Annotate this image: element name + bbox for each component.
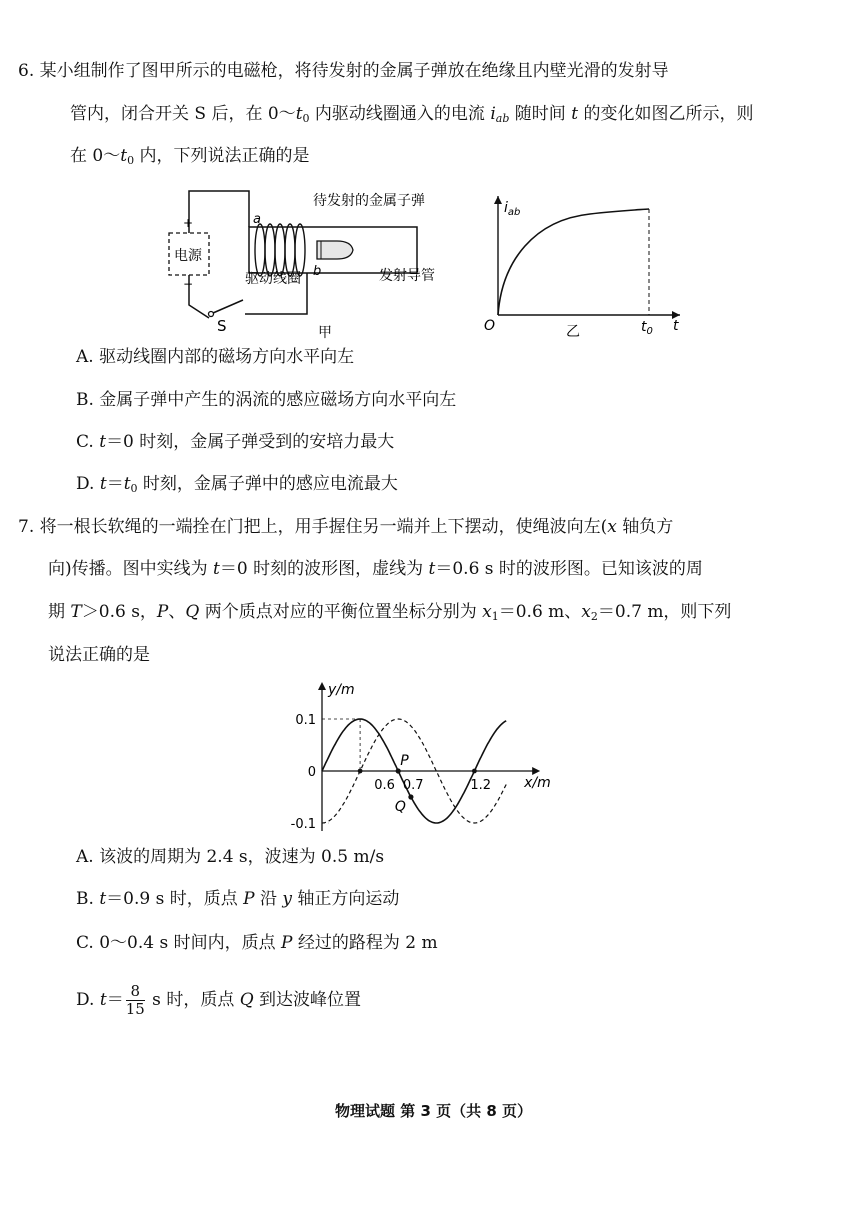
q7-stem-text: ＝0 时刻的波形图，虚线为 bbox=[219, 559, 429, 579]
x-axis-label: x/m bbox=[524, 775, 551, 791]
var-P: P bbox=[156, 602, 169, 622]
option-text: ＝ bbox=[106, 474, 124, 494]
q6-option-d bbox=[76, 473, 398, 500]
q6-stem-text: 管内，闭合开关 S 后，在 0～ bbox=[70, 104, 296, 124]
y-tick-label: 0.1 bbox=[295, 713, 316, 728]
option-text: 经过的路程为 2 m bbox=[292, 933, 438, 953]
option-text: D. bbox=[76, 474, 100, 494]
option-text: B. bbox=[76, 889, 100, 909]
axis-dot bbox=[472, 769, 477, 774]
particle-Q bbox=[408, 794, 413, 799]
fraction-denominator: 15 bbox=[125, 1000, 145, 1018]
var-y: y bbox=[282, 889, 293, 909]
q6-stem-text: 6. 某小组制作了图甲所示的电磁枪，将待发射的金属子弹放在绝缘且内壁光滑的发射导 bbox=[18, 61, 669, 81]
bullet-label: 待发射的金属子弹 bbox=[313, 193, 425, 209]
q6-option-a bbox=[76, 346, 354, 368]
x-tick-label: 0.7 bbox=[402, 778, 424, 793]
q7-stem-text: 、 bbox=[168, 602, 186, 622]
var-x: x bbox=[581, 602, 591, 622]
var-i: i bbox=[490, 104, 496, 124]
coil-label: 驱动线圈 bbox=[245, 271, 301, 287]
metal-bullet bbox=[317, 241, 353, 259]
q6-stem-text: 在 0～ bbox=[70, 146, 121, 166]
subscript: 2 bbox=[590, 610, 598, 623]
option-text: C. 0～0.4 s 时间内，质点 bbox=[76, 933, 281, 953]
q7-stem-text: ＝0.6 s 时的波形图。已知该波的周 bbox=[435, 559, 703, 579]
wire-top bbox=[189, 191, 249, 233]
var-t: t bbox=[295, 104, 303, 124]
q6-stem-text: 内，下列说法正确的是 bbox=[134, 146, 310, 166]
option-text: A. 驱动线圈内部的磁场方向水平向左 bbox=[76, 347, 355, 367]
axis-dot bbox=[358, 769, 363, 774]
subscript: ab bbox=[495, 112, 510, 125]
var-t: t bbox=[99, 889, 107, 909]
var-t: t bbox=[571, 104, 579, 124]
var-t: t bbox=[99, 474, 107, 494]
wave-graph bbox=[290, 680, 580, 840]
q6-stem-line3 bbox=[70, 145, 309, 172]
y-tick-label: -0.1 bbox=[290, 817, 316, 832]
var-x: x bbox=[607, 517, 617, 537]
figure-caption-jia: 甲 bbox=[318, 325, 332, 341]
var-P: P bbox=[243, 889, 255, 909]
terminal-a-label: a bbox=[253, 212, 261, 227]
q7-stem-line2 bbox=[48, 558, 703, 580]
particle-P bbox=[396, 768, 401, 773]
var-t: t bbox=[428, 559, 436, 579]
particle-label-Q: Q bbox=[394, 799, 406, 815]
q7-stem-text: 向)传播。图中实线为 bbox=[48, 559, 214, 579]
q6-stem-text: 随时间 bbox=[509, 104, 572, 124]
q6-stem-line2 bbox=[70, 103, 753, 130]
var-t: t bbox=[213, 559, 220, 579]
q7-stem-text: 轴负方 bbox=[616, 517, 674, 537]
figure-caption-yi: 乙 bbox=[566, 324, 580, 340]
fraction-numerator: 8 bbox=[126, 983, 145, 1001]
var-P: P bbox=[281, 933, 293, 953]
particle-label-P: P bbox=[400, 753, 409, 769]
y-axis-arrow bbox=[318, 682, 326, 690]
var-t: t bbox=[99, 990, 107, 1010]
option-text: 到达波峰位置 bbox=[253, 990, 362, 1010]
q7-stem-text: 期 bbox=[48, 602, 71, 622]
option-text: s 时，质点 bbox=[146, 990, 240, 1010]
q7-stem-line4 bbox=[48, 644, 150, 666]
var-T: T bbox=[70, 602, 82, 622]
option-text: ＝ bbox=[106, 990, 124, 1010]
q7-stem-text: 两个质点对应的平衡位置坐标分别为 bbox=[199, 602, 483, 622]
power-source-label: 电源 bbox=[174, 248, 202, 264]
q6-stem-text: 的变化如图乙所示，则 bbox=[578, 104, 754, 124]
tube-label: 发射导管 bbox=[379, 268, 435, 284]
option-text: ＝0.9 s 时，质点 bbox=[106, 889, 244, 909]
subscript: 0 bbox=[130, 482, 138, 495]
option-text: ＝0 时刻，金属子弹受到的安培力最大 bbox=[106, 432, 395, 452]
drive-coil bbox=[255, 224, 305, 276]
q7-stem-text: ＝0.6 m、 bbox=[498, 602, 582, 622]
y-axis-label: y/m bbox=[328, 682, 355, 698]
t0-tick-label: $t_0$ bbox=[641, 319, 653, 337]
var-t: t bbox=[123, 474, 131, 494]
q6-option-b bbox=[76, 389, 456, 411]
q7-option-b bbox=[76, 888, 399, 910]
origin-label: O bbox=[484, 318, 496, 334]
terminal-b-label: b bbox=[313, 264, 322, 279]
q7-stem-text: ＞0.6 s， bbox=[81, 602, 157, 622]
y-axis-label: $i_{ab}$ bbox=[504, 200, 521, 218]
q7-stem-line1 bbox=[18, 516, 673, 538]
page-footer: 物理试题 第 3 页（共 8 页） bbox=[335, 1102, 532, 1120]
subscript: 0 bbox=[302, 112, 310, 125]
option-text: A. 该波的周期为 2.4 s，波速为 0.5 m/s bbox=[76, 847, 385, 867]
minus-sign: − bbox=[183, 277, 194, 291]
subscript: 1 bbox=[491, 610, 499, 623]
var-Q: Q bbox=[185, 602, 200, 622]
x-axis-arrow bbox=[532, 767, 540, 775]
switch-terminal bbox=[209, 312, 214, 317]
subscript: 0 bbox=[127, 154, 135, 167]
option-text: D. bbox=[76, 990, 100, 1010]
q7-option-c bbox=[76, 932, 438, 954]
option-text: 轴正方向运动 bbox=[292, 889, 400, 909]
q7-stem-text: ＝0.7 m，则下列 bbox=[597, 602, 732, 622]
option-text: C. bbox=[76, 432, 100, 452]
q7-option-a bbox=[76, 846, 384, 868]
var-x: x bbox=[482, 602, 492, 622]
q7-stem-text: 说法正确的是 bbox=[48, 645, 150, 665]
figure-yi-current-time-graph bbox=[480, 190, 690, 345]
y-axis-arrow bbox=[494, 196, 502, 204]
q6-stem-line1 bbox=[18, 60, 669, 82]
q7-option-d bbox=[76, 980, 361, 1020]
option-text: 沿 bbox=[254, 889, 283, 909]
y-tick-label: 0 bbox=[307, 765, 316, 780]
switch-label: S bbox=[217, 317, 227, 335]
var-Q: Q bbox=[239, 990, 254, 1010]
current-curve bbox=[498, 209, 649, 315]
q6-stem-text: 内驱动线圈通入的电流 bbox=[309, 104, 491, 124]
x-tick-label: 1.2 bbox=[470, 778, 492, 793]
option-text: 时刻，金属子弹中的感应电流最大 bbox=[137, 474, 398, 494]
q6-option-c bbox=[76, 431, 394, 453]
switch-blade bbox=[213, 300, 243, 313]
x-axis-label: t bbox=[673, 318, 679, 334]
plus-sign: + bbox=[183, 216, 194, 230]
x-tick-label: 0.6 bbox=[374, 778, 395, 793]
q7-stem-text: 7. 将一根长软绳的一端拴在门把上，用手握住另一端并上下摆动，使绳波向左( bbox=[18, 517, 608, 537]
fraction bbox=[126, 983, 145, 1018]
var-t: t bbox=[99, 432, 107, 452]
figure-jia-electromagnetic-gun bbox=[165, 185, 455, 345]
option-text: B. 金属子弹中产生的涡流的感应磁场方向水平向左 bbox=[76, 390, 457, 410]
q7-stem-line3 bbox=[48, 601, 731, 628]
var-t: t bbox=[120, 146, 128, 166]
